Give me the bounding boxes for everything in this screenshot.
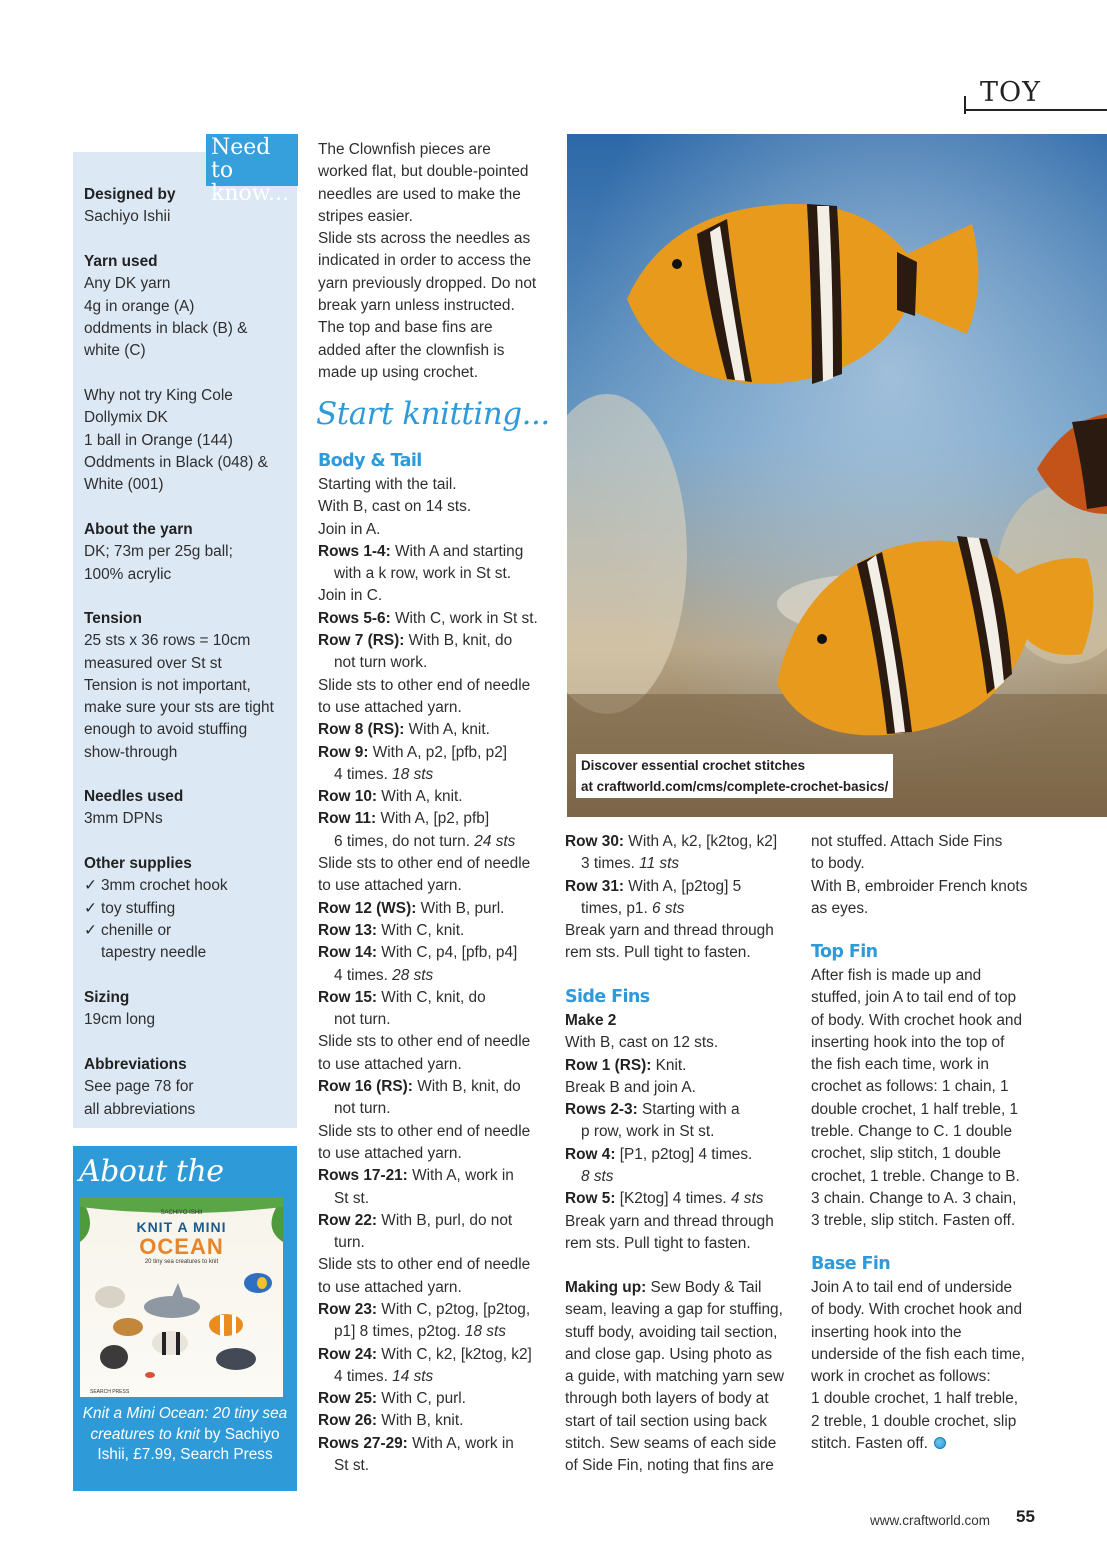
instruction-line: rem sts. Pull tight to fasten. — [565, 1234, 751, 1252]
other-supplies: Other supplies ✓ 3mm crochet hook ✓ toy stuffing ✓ chenille or tapestry needle — [84, 855, 228, 962]
instruction-line: to use attached yarn. — [318, 1144, 462, 1162]
instruction-line: Join in C. — [318, 587, 383, 605]
instruction-line: Slide sts to other end of needle — [318, 676, 531, 694]
instruction-line: rem sts. Pull tight to fasten. — [565, 944, 751, 962]
book-caption: Knit a Mini Ocean: 20 tiny sea creatures to knit by Sachiyo Ishii, £7.99, Search Press — [82, 1405, 288, 1464]
instruction-line: Row 24: With C, k2, [k2tog, k2] — [318, 1345, 532, 1363]
intro-text: The Clownfish pieces are worked flat, but double-pointed needles are used to make the stripes easier. Slide sts across the needles as indicated in order to access the yarn previously dropped. Do not break yarn unless instructed. The top and base fins are added after the clownfish is made up using crochet. — [318, 141, 537, 381]
making-up-section: Making up: Sew Body & Tail seam, leaving a gap for stuffing, stuff body, avoiding tail section, and close gap. Using photo as a guide, with matching yarn sew through both layers of body at start of tail section using back stitch. Sew seams of each side of Side Fin, noting that fins are — [565, 1279, 785, 1475]
instruction-line: to use attached yarn. — [318, 1055, 462, 1073]
instruction-line: Row 4: [P1, p2tog] 4 times. — [565, 1145, 753, 1163]
instruction-line: Rows 1-4: With A and starting — [318, 542, 524, 560]
crochet-basics-link[interactable]: at craftworld.com/cms/complete-crochet-basics/ — [581, 779, 889, 794]
instruction-line: St st. — [334, 1457, 370, 1475]
instruction-line: Rows 5-6: With C, work in St st. — [318, 609, 538, 627]
side-fins-section — [565, 985, 801, 1255]
clownfish-photo — [560, 127, 1107, 815]
instruction-line: Row 30: With A, k2, [k2tog, k2] — [565, 833, 778, 850]
instruction-line: Row 5: [K2tog] 4 times. 4 sts — [565, 1190, 764, 1208]
footer-url[interactable]: www.craftworld.com — [870, 1513, 991, 1528]
instruction-line: Row 14: With C, p4, [pfb, p4] — [318, 944, 518, 962]
designed-by: Designed by Sachiyo Ishii — [84, 186, 176, 226]
abbreviations: Abbreviations See page 78 for all abbreviations — [84, 1056, 196, 1118]
yarn-used: Yarn used Any DK yarn 4g in orange (A) oddments in black (B) & white (C) — [84, 253, 248, 360]
base-fin-heading: Base Fin — [811, 1254, 891, 1274]
instruction-line: St st. — [334, 1189, 370, 1207]
book-publisher: SEARCH PRESS — [90, 1389, 130, 1395]
base-fin-section: Base Fin Join A to tail end of underside of body. With crochet hook and inserting hook into the underside of the fish each time, work in crochet as follows: 1 double crochet, 1 half treble, 2 treble, 1 double crochet, slip stitch. Fasten off. — [811, 1252, 1047, 1455]
instruction-line: Slide sts to other end of needle — [318, 1122, 531, 1140]
instruction-line: Row 9: With A, p2, [pfb, p2] — [318, 743, 508, 761]
tag-divider — [964, 109, 1107, 111]
need-to-know-badge: Need to know... — [206, 134, 298, 186]
making-up-continued: not stuffed. Attach Side Fins to body. With B, embroider French knots as eyes. — [811, 833, 1028, 917]
top-fin-heading: Top Fin — [811, 942, 878, 962]
yarn-ball-end-icon — [934, 1437, 946, 1449]
instruction-line: not turn. — [334, 1011, 391, 1029]
book-title-line-1: KNIT A MINI — [136, 1219, 227, 1235]
instruction-line: Starting with the tail. — [318, 476, 457, 493]
instruction-line: Row 31: With A, [p2tog] 5 — [565, 877, 742, 895]
book-author: SACHIYO ISHII — [160, 1210, 203, 1216]
instruction-line: 4 times. 28 sts — [334, 966, 434, 984]
instruction-line: 6 times, do not turn. 24 sts — [334, 832, 516, 850]
instruction-line: With B, cast on 14 sts. — [318, 498, 472, 516]
instruction-line: Row 26: With B, knit. — [318, 1412, 464, 1430]
instruction-line: Row 11: With A, [p2, pfb] — [318, 810, 490, 828]
yarn-suggestion: Why not try King Cole Dollymix DK 1 ball in Orange (144) Oddments in Black (048) & White (001) — [84, 387, 268, 494]
instruction-line: 3 times. 11 sts — [581, 855, 680, 873]
book-subtitle: 20 tiny sea creatures to knit — [144, 1259, 219, 1265]
body-and-tail-heading: Body & Tail — [318, 451, 422, 471]
instruction-line: 4 times. 14 sts — [334, 1367, 434, 1385]
instruction-line: to use attached yarn. — [318, 877, 462, 895]
instruction-line: Row 10: With A, knit. — [318, 788, 463, 806]
instruction-line: Rows 27-29: With A, work in — [318, 1434, 514, 1452]
instruction-line: Slide sts to other end of needle — [318, 1033, 531, 1051]
tension: Tension 25 sts x 36 rows = 10cm measured over St st Tension is not important, make sure your sts are tight enough to avoid stuffing show-through — [84, 610, 274, 761]
about-the-book-box — [73, 1146, 297, 1491]
instruction-line: times, p1. 6 sts — [581, 899, 685, 917]
section-title: TOY — [980, 77, 1041, 108]
instruction-line: not turn work. — [334, 654, 428, 672]
instruction-line: Row 7 (RS): With B, knit, do — [318, 632, 513, 650]
needles-used: Needles used 3mm DPNs — [84, 788, 184, 828]
side-fins-heading: Side Fins — [565, 987, 650, 1007]
start-knitting-heading: Start knitting... — [316, 396, 550, 432]
instruction-line: Make 2 — [565, 1012, 617, 1029]
instruction-line: turn. — [334, 1234, 365, 1252]
rows-30-31-instructions — [565, 831, 801, 965]
instruction-line: Row 12 (WS): With B, purl. — [318, 899, 505, 917]
about-the-yarn: About the yarn DK; 73m per 25g ball; 100% acrylic — [84, 521, 233, 583]
instruction-line: p row, work in St st. — [581, 1123, 715, 1141]
instruction-line: 8 sts — [581, 1168, 614, 1186]
instruction-line: Break yarn and thread through — [565, 922, 774, 940]
instruction-line: Rows 2-3: Starting with a — [565, 1101, 740, 1119]
instruction-line: Row 22: With B, purl, do not — [318, 1211, 513, 1229]
instruction-line: to use attached yarn. — [318, 1278, 462, 1296]
book-title-line-2: OCEAN — [139, 1234, 224, 1259]
instruction-line: to use attached yarn. — [318, 698, 462, 716]
top-fin-section: Top Fin After fish is made up and stuffed, join A to tail end of top of body. With crochet hook and inserting hook into the top of the fish each time, work in crochet as follows: 1 chain, 1 double crochet, 1 half treble, 1 treble. Change to C. 1 double crochet, slip stitch, 1 double crochet, 1 treble. Change to B. 3 chain. Change to A. 3 chain, 3 treble, slip stitch. Fasten off. — [811, 940, 1047, 1233]
instruction-line: Row 23: With C, p2tog, [p2tog, — [318, 1300, 531, 1318]
check-icon: ✓ — [84, 899, 97, 917]
book-cover-image — [80, 1197, 283, 1397]
sizing: Sizing 19cm long — [84, 989, 156, 1029]
instruction-line: With B, cast on 12 sts. — [565, 1034, 719, 1052]
instruction-line: Rows 17-21: With A, work in — [318, 1167, 514, 1185]
instruction-line: Row 8 (RS): With A, knit. — [318, 721, 490, 739]
instruction-line: Row 13: With C, knit. — [318, 921, 465, 939]
instruction-line: Row 15: With C, knit, do — [318, 988, 486, 1006]
section-tag — [964, 76, 1107, 114]
check-icon: ✓ — [84, 921, 97, 939]
clownfish-photo-art — [567, 134, 1107, 817]
instruction-line: with a k row, work in St st. — [334, 565, 512, 583]
instruction-line: Row 1 (RS): Knit. — [565, 1056, 687, 1074]
page-number: 55 — [1016, 1507, 1035, 1526]
body-and-tail-section — [318, 449, 554, 1477]
instruction-line: Slide sts to other end of needle — [318, 1256, 531, 1274]
side-fins-instructions — [565, 1010, 801, 1255]
instruction-line: Break yarn and thread through — [565, 1212, 774, 1230]
instruction-line: Row 16 (RS): With B, knit, do — [318, 1078, 521, 1096]
check-icon: ✓ — [84, 877, 97, 895]
instruction-line: Break B and join A. — [565, 1078, 696, 1096]
instruction-line: p1] 8 times, p2tog. 18 sts — [334, 1323, 506, 1341]
tag-divider — [964, 96, 966, 114]
body-and-tail-instructions — [318, 474, 554, 1477]
photo-caption: Discover essential crochet stitches at craftworld.com/cms/complete-crochet-basics/ — [576, 754, 893, 798]
instruction-line: Row 25: With C, purl. — [318, 1390, 466, 1408]
rows-30-31 — [565, 831, 801, 965]
instruction-line: Slide sts to other end of needle — [318, 855, 531, 873]
instruction-line: Join in A. — [318, 520, 381, 538]
about-the-book-title: About the — [79, 1154, 224, 1189]
instruction-line: 4 times. 18 sts — [334, 765, 434, 783]
instruction-line: not turn. — [334, 1100, 391, 1118]
